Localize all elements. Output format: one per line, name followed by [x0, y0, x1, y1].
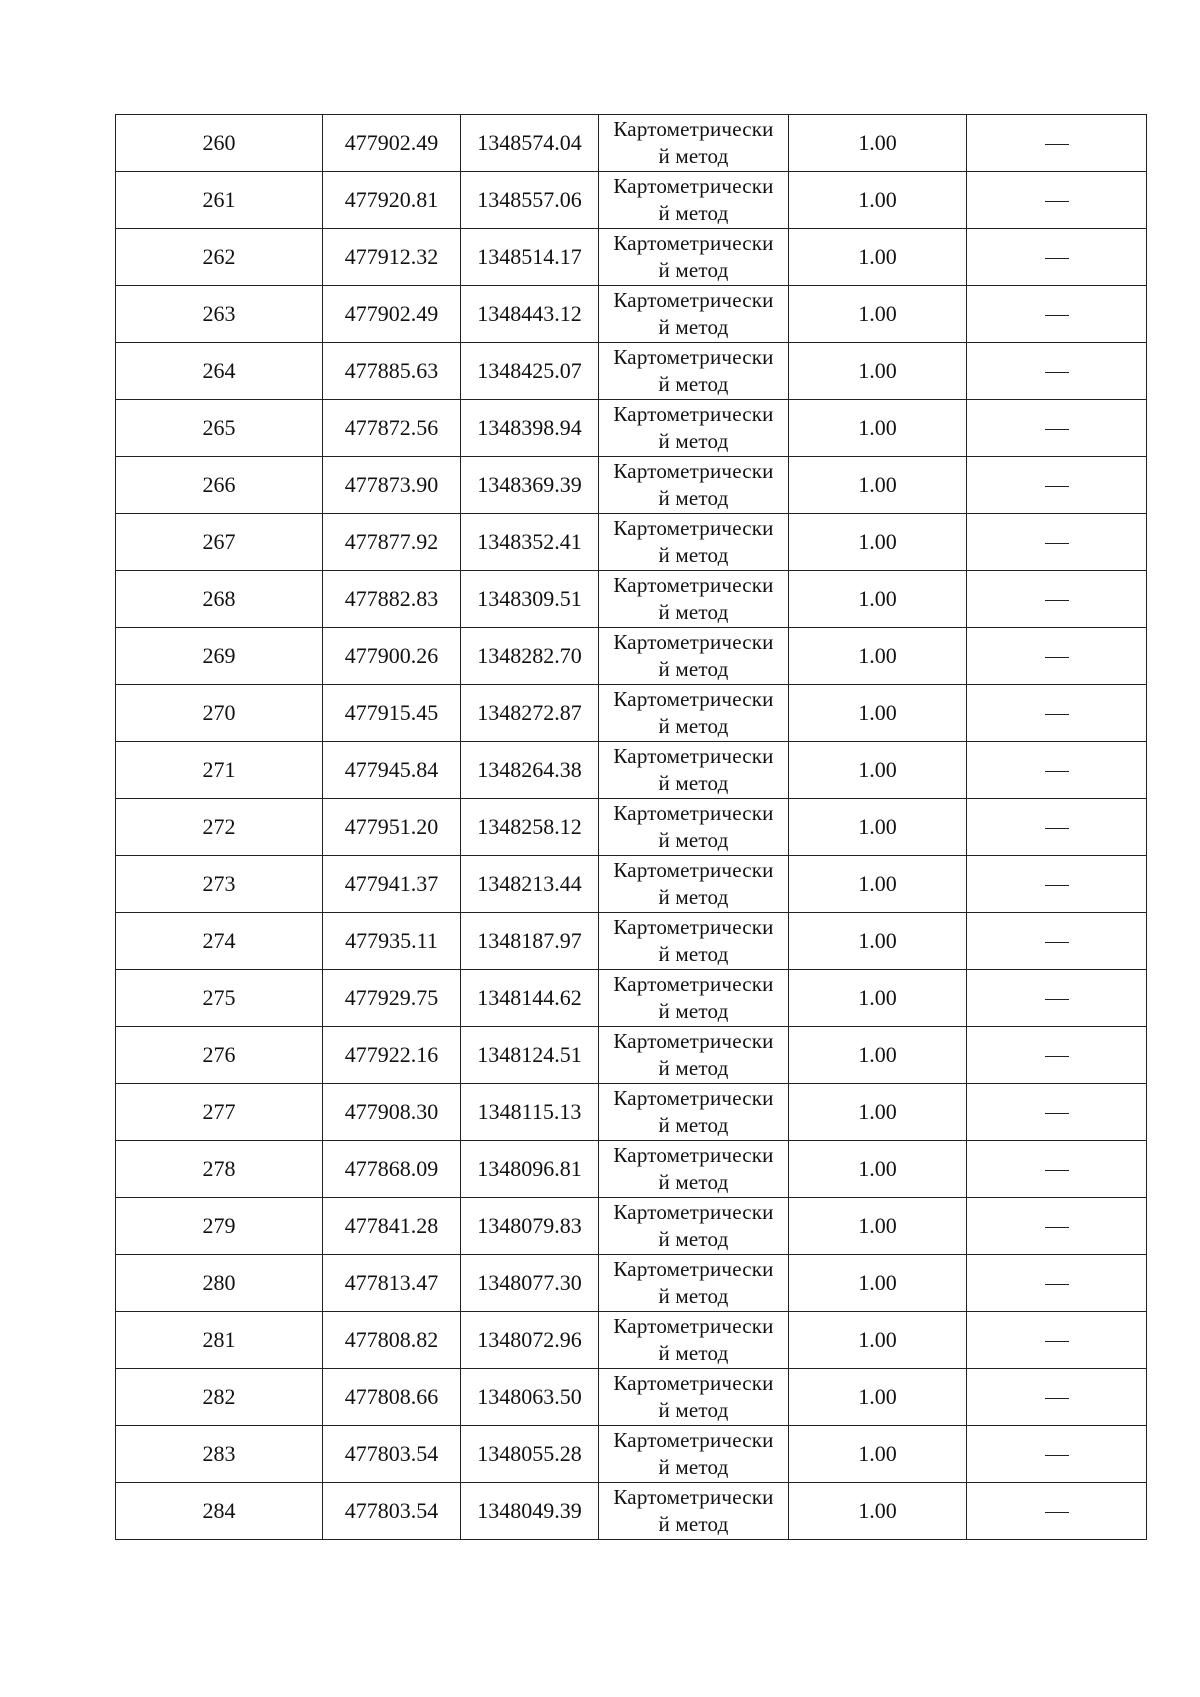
method-text-line2: й метод: [658, 1398, 729, 1422]
note-cell: [967, 856, 1147, 913]
y-coordinate-cell: 1348398.94: [461, 400, 599, 457]
method-text-line1: Картометрически: [613, 1314, 774, 1338]
method-text-line1: Картометрически: [613, 345, 774, 369]
point-number-cell: 261: [116, 172, 323, 229]
y-coordinate-cell: 1348309.51: [461, 571, 599, 628]
y-coordinate-cell: 1348144.62: [461, 970, 599, 1027]
note-cell: [967, 286, 1147, 343]
table-row: [116, 1141, 1147, 1198]
dash-mark: [1045, 258, 1069, 259]
method-text-line1: Картометрически: [613, 1485, 774, 1509]
note-cell: [967, 1027, 1147, 1084]
method-text-line1: Картометрически: [613, 687, 774, 711]
dash-mark: [1045, 942, 1069, 943]
method-text-line2: й метод: [658, 1284, 729, 1308]
method-text-line2: й метод: [658, 1056, 729, 1080]
point-number-cell: 268: [116, 571, 323, 628]
method-text-line1: Картометрически: [613, 402, 774, 426]
point-number-cell: 273: [116, 856, 323, 913]
note-cell: [967, 514, 1147, 571]
method-text-line2: й метод: [658, 828, 729, 852]
x-coordinate-cell: 477920.81: [323, 172, 461, 229]
dash-mark: [1045, 1455, 1069, 1456]
method-cell: [599, 856, 789, 913]
method-cell: [599, 1369, 789, 1426]
x-coordinate-cell: 477922.16: [323, 1027, 461, 1084]
method-text-line1: Картометрически: [613, 117, 774, 141]
method-text-line1: Картометрически: [613, 858, 774, 882]
method-text-line2: й метод: [658, 258, 729, 282]
y-coordinate-cell: 1348055.28: [461, 1426, 599, 1483]
method-text-line1: Картометрически: [613, 1143, 774, 1167]
table-row: [116, 457, 1147, 514]
x-coordinate-cell: 477808.66: [323, 1369, 461, 1426]
y-coordinate-cell: 1348213.44: [461, 856, 599, 913]
x-coordinate-cell: 477808.82: [323, 1312, 461, 1369]
method-text-line1: Картометрически: [613, 1200, 774, 1224]
y-coordinate-cell: 1348425.07: [461, 343, 599, 400]
accuracy-cell: 1.00: [789, 1198, 967, 1255]
y-coordinate-cell: 1348187.97: [461, 913, 599, 970]
x-coordinate-cell: 477841.28: [323, 1198, 461, 1255]
accuracy-cell: 1.00: [789, 742, 967, 799]
dash-mark: [1045, 1398, 1069, 1399]
x-coordinate-cell: 477813.47: [323, 1255, 461, 1312]
coordinates-table: [115, 114, 1147, 1540]
method-cell: [599, 1255, 789, 1312]
note-cell: [967, 1426, 1147, 1483]
accuracy-cell: 1.00: [789, 343, 967, 400]
point-number-cell: 277: [116, 1084, 323, 1141]
method-cell: [599, 1312, 789, 1369]
accuracy-cell: 1.00: [789, 685, 967, 742]
dash-mark: [1045, 315, 1069, 316]
x-coordinate-cell: 477941.37: [323, 856, 461, 913]
table-row: [116, 1084, 1147, 1141]
y-coordinate-cell: 1348258.12: [461, 799, 599, 856]
accuracy-cell: 1.00: [789, 1255, 967, 1312]
note-cell: [967, 571, 1147, 628]
method-text-line2: й метод: [658, 486, 729, 510]
accuracy-cell: 1.00: [789, 1312, 967, 1369]
method-cell: [599, 970, 789, 1027]
method-cell: [599, 343, 789, 400]
table-row: [116, 913, 1147, 970]
dash-mark: [1045, 657, 1069, 658]
point-number-cell: 264: [116, 343, 323, 400]
point-number-cell: 283: [116, 1426, 323, 1483]
dash-mark: [1045, 1113, 1069, 1114]
method-text-line1: Картометрически: [613, 1257, 774, 1281]
table-row: [116, 1483, 1147, 1540]
accuracy-cell: 1.00: [789, 400, 967, 457]
table-row: [116, 970, 1147, 1027]
y-coordinate-cell: 1348072.96: [461, 1312, 599, 1369]
table-row: [116, 571, 1147, 628]
method-text-line2: й метод: [658, 201, 729, 225]
dash-mark: [1045, 372, 1069, 373]
dash-mark: [1045, 201, 1069, 202]
method-text-line2: й метод: [658, 771, 729, 795]
dash-mark: [1045, 144, 1069, 145]
dash-mark: [1045, 1227, 1069, 1228]
method-text-line2: й метод: [658, 657, 729, 681]
y-coordinate-cell: 1348352.41: [461, 514, 599, 571]
method-cell: [599, 913, 789, 970]
note-cell: [967, 1198, 1147, 1255]
method-text-line2: й метод: [658, 1227, 729, 1251]
table-row: [116, 1369, 1147, 1426]
dash-mark: [1045, 771, 1069, 772]
y-coordinate-cell: 1348079.83: [461, 1198, 599, 1255]
table-row: [116, 514, 1147, 571]
accuracy-cell: 1.00: [789, 115, 967, 172]
point-number-cell: 282: [116, 1369, 323, 1426]
method-text-line2: й метод: [658, 999, 729, 1023]
method-cell: [599, 1027, 789, 1084]
y-coordinate-cell: 1348124.51: [461, 1027, 599, 1084]
table-row: [116, 1198, 1147, 1255]
method-cell: [599, 457, 789, 514]
method-text-line1: Картометрически: [613, 1029, 774, 1053]
method-cell: [599, 1426, 789, 1483]
method-text-line1: Картометрически: [613, 174, 774, 198]
x-coordinate-cell: 477929.75: [323, 970, 461, 1027]
table-row: [116, 742, 1147, 799]
x-coordinate-cell: 477945.84: [323, 742, 461, 799]
method-cell: [599, 1483, 789, 1540]
method-text-line1: Картометрически: [613, 516, 774, 540]
note-cell: [967, 457, 1147, 514]
point-number-cell: 275: [116, 970, 323, 1027]
method-text-line1: Картометрически: [613, 1428, 774, 1452]
point-number-cell: 260: [116, 115, 323, 172]
x-coordinate-cell: 477951.20: [323, 799, 461, 856]
point-number-cell: 272: [116, 799, 323, 856]
method-text-line1: Картометрически: [613, 1086, 774, 1110]
method-text-line2: й метод: [658, 1113, 729, 1137]
dash-mark: [1045, 486, 1069, 487]
x-coordinate-cell: 477872.56: [323, 400, 461, 457]
table-row: [116, 172, 1147, 229]
y-coordinate-cell: 1348096.81: [461, 1141, 599, 1198]
x-coordinate-cell: 477935.11: [323, 913, 461, 970]
note-cell: [967, 1084, 1147, 1141]
method-text-line2: й метод: [658, 429, 729, 453]
method-text-line2: й метод: [658, 942, 729, 966]
note-cell: [967, 1369, 1147, 1426]
dash-mark: [1045, 1056, 1069, 1057]
accuracy-cell: 1.00: [789, 457, 967, 514]
y-coordinate-cell: 1348115.13: [461, 1084, 599, 1141]
note-cell: [967, 1255, 1147, 1312]
y-coordinate-cell: 1348369.39: [461, 457, 599, 514]
method-cell: [599, 115, 789, 172]
x-coordinate-cell: 477902.49: [323, 115, 461, 172]
accuracy-cell: 1.00: [789, 856, 967, 913]
point-number-cell: 266: [116, 457, 323, 514]
accuracy-cell: 1.00: [789, 1483, 967, 1540]
method-cell: [599, 172, 789, 229]
method-text-line1: Картометрически: [613, 459, 774, 483]
note-cell: [967, 742, 1147, 799]
y-coordinate-cell: 1348282.70: [461, 628, 599, 685]
table-row: [116, 628, 1147, 685]
method-cell: [599, 571, 789, 628]
x-coordinate-cell: 477803.54: [323, 1426, 461, 1483]
dash-mark: [1045, 600, 1069, 601]
accuracy-cell: 1.00: [789, 1141, 967, 1198]
accuracy-cell: 1.00: [789, 913, 967, 970]
x-coordinate-cell: 477882.83: [323, 571, 461, 628]
table-row: [116, 1312, 1147, 1369]
note-cell: [967, 799, 1147, 856]
table-row: [116, 343, 1147, 400]
table-row: [116, 400, 1147, 457]
table-row: [116, 1426, 1147, 1483]
method-cell: [599, 628, 789, 685]
y-coordinate-cell: 1348514.17: [461, 229, 599, 286]
dash-mark: [1045, 1284, 1069, 1285]
table-row: [116, 685, 1147, 742]
point-number-cell: 284: [116, 1483, 323, 1540]
method-text-line2: й метод: [658, 714, 729, 738]
method-cell: [599, 742, 789, 799]
method-cell: [599, 286, 789, 343]
note-cell: [967, 1312, 1147, 1369]
accuracy-cell: 1.00: [789, 799, 967, 856]
accuracy-cell: 1.00: [789, 1027, 967, 1084]
y-coordinate-cell: 1348557.06: [461, 172, 599, 229]
y-coordinate-cell: 1348272.87: [461, 685, 599, 742]
point-number-cell: 278: [116, 1141, 323, 1198]
point-number-cell: 262: [116, 229, 323, 286]
table-row: [116, 856, 1147, 913]
table-row: [116, 1027, 1147, 1084]
method-text-line1: Картометрически: [613, 573, 774, 597]
point-number-cell: 276: [116, 1027, 323, 1084]
point-number-cell: 270: [116, 685, 323, 742]
y-coordinate-cell: 1348574.04: [461, 115, 599, 172]
note-cell: [967, 400, 1147, 457]
note-cell: [967, 229, 1147, 286]
dash-mark: [1045, 1341, 1069, 1342]
x-coordinate-cell: 477915.45: [323, 685, 461, 742]
method-text-line1: Картометрически: [613, 288, 774, 312]
dash-mark: [1045, 1170, 1069, 1171]
dash-mark: [1045, 543, 1069, 544]
note-cell: [967, 343, 1147, 400]
note-cell: [967, 1483, 1147, 1540]
method-cell: [599, 229, 789, 286]
method-text-line1: Картометрически: [613, 915, 774, 939]
method-text-line1: Картометрически: [613, 630, 774, 654]
method-text-line2: й метод: [658, 543, 729, 567]
dash-mark: [1045, 1512, 1069, 1513]
x-coordinate-cell: 477885.63: [323, 343, 461, 400]
method-text-line1: Картометрически: [613, 231, 774, 255]
dash-mark: [1045, 828, 1069, 829]
dash-mark: [1045, 999, 1069, 1000]
accuracy-cell: 1.00: [789, 571, 967, 628]
table-row: [116, 229, 1147, 286]
note-cell: [967, 1141, 1147, 1198]
table-body: [116, 115, 1147, 1540]
y-coordinate-cell: 1348063.50: [461, 1369, 599, 1426]
point-number-cell: 281: [116, 1312, 323, 1369]
accuracy-cell: 1.00: [789, 172, 967, 229]
x-coordinate-cell: 477803.54: [323, 1483, 461, 1540]
accuracy-cell: 1.00: [789, 1369, 967, 1426]
accuracy-cell: 1.00: [789, 286, 967, 343]
x-coordinate-cell: 477873.90: [323, 457, 461, 514]
y-coordinate-cell: 1348264.38: [461, 742, 599, 799]
point-number-cell: 269: [116, 628, 323, 685]
method-text-line2: й метод: [658, 1455, 729, 1479]
x-coordinate-cell: 477902.49: [323, 286, 461, 343]
x-coordinate-cell: 477908.30: [323, 1084, 461, 1141]
point-number-cell: 274: [116, 913, 323, 970]
method-cell: [599, 1141, 789, 1198]
accuracy-cell: 1.00: [789, 970, 967, 1027]
table-row: [116, 286, 1147, 343]
method-text-line2: й метод: [658, 885, 729, 909]
method-text-line1: Картометрически: [613, 1371, 774, 1395]
method-text-line2: й метод: [658, 315, 729, 339]
point-number-cell: 279: [116, 1198, 323, 1255]
note-cell: [967, 115, 1147, 172]
method-cell: [599, 514, 789, 571]
table-row: [116, 799, 1147, 856]
accuracy-cell: 1.00: [789, 514, 967, 571]
method-text-line2: й метод: [658, 1341, 729, 1365]
accuracy-cell: 1.00: [789, 1084, 967, 1141]
table-row: [116, 1255, 1147, 1312]
method-cell: [599, 1084, 789, 1141]
method-cell: [599, 1198, 789, 1255]
method-text-line2: й метод: [658, 600, 729, 624]
method-cell: [599, 685, 789, 742]
table-row: [116, 115, 1147, 172]
dash-mark: [1045, 714, 1069, 715]
x-coordinate-cell: 477877.92: [323, 514, 461, 571]
y-coordinate-cell: 1348049.39: [461, 1483, 599, 1540]
method-text-line2: й метод: [658, 1170, 729, 1194]
note-cell: [967, 913, 1147, 970]
dash-mark: [1045, 429, 1069, 430]
dash-mark: [1045, 885, 1069, 886]
method-text-line2: й метод: [658, 372, 729, 396]
method-cell: [599, 799, 789, 856]
note-cell: [967, 685, 1147, 742]
x-coordinate-cell: 477868.09: [323, 1141, 461, 1198]
accuracy-cell: 1.00: [789, 628, 967, 685]
method-text-line1: Картометрически: [613, 801, 774, 825]
method-text-line2: й метод: [658, 1512, 729, 1536]
note-cell: [967, 172, 1147, 229]
y-coordinate-cell: 1348077.30: [461, 1255, 599, 1312]
accuracy-cell: 1.00: [789, 1426, 967, 1483]
x-coordinate-cell: 477900.26: [323, 628, 461, 685]
point-number-cell: 263: [116, 286, 323, 343]
method-cell: [599, 400, 789, 457]
point-number-cell: 267: [116, 514, 323, 571]
method-text-line1: Картометрически: [613, 972, 774, 996]
y-coordinate-cell: 1348443.12: [461, 286, 599, 343]
x-coordinate-cell: 477912.32: [323, 229, 461, 286]
point-number-cell: 271: [116, 742, 323, 799]
point-number-cell: 265: [116, 400, 323, 457]
point-number-cell: 280: [116, 1255, 323, 1312]
note-cell: [967, 970, 1147, 1027]
method-text-line2: й метод: [658, 144, 729, 168]
note-cell: [967, 628, 1147, 685]
method-text-line1: Картометрически: [613, 744, 774, 768]
accuracy-cell: 1.00: [789, 229, 967, 286]
